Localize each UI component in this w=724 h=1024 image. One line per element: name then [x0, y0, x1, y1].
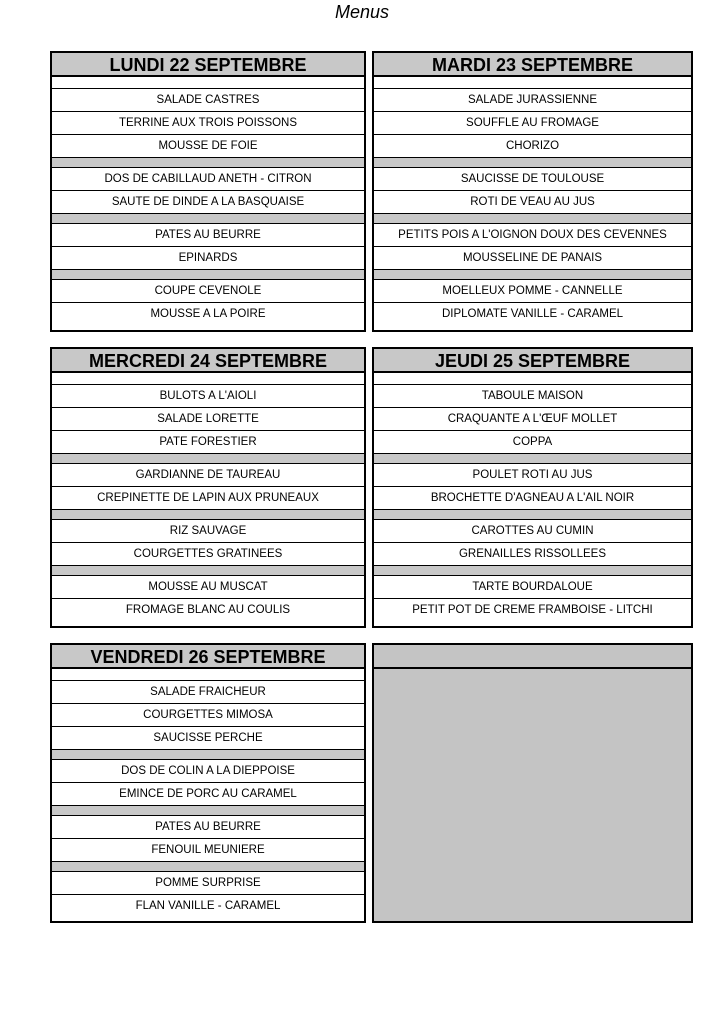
- menu-item: MOELLEUX POMME - CANNELLE: [374, 280, 691, 303]
- menu-item: COUPE CEVENOLE: [52, 280, 364, 303]
- menu-item: SALADE LORETTE: [52, 408, 364, 431]
- empty-box-header: [374, 645, 691, 669]
- menu-item: PETIT POT DE CREME FRAMBOISE - LITCHI: [412, 604, 653, 616]
- menu-item: PETITS POIS A L'OIGNON DOUX DES CEVENNES: [374, 224, 691, 247]
- menu-item: EPINARDS: [52, 247, 364, 270]
- course-separator: [374, 214, 691, 224]
- course-separator: [52, 510, 364, 520]
- menu-item: SOUFFLE AU FROMAGE: [374, 112, 691, 135]
- menu-item: SALADE CASTRES: [52, 89, 364, 112]
- menu-box-day: [50, 347, 366, 628]
- course-separator: [52, 566, 364, 576]
- menu-item: POULET ROTI AU JUS: [374, 464, 691, 487]
- course-separator: [374, 270, 691, 280]
- menu-item: BROCHETTE D'AGNEAU A L'AIL NOIR: [374, 487, 691, 510]
- course-separator: [52, 862, 364, 872]
- menu-item: RIZ SAUVAGE: [52, 520, 364, 543]
- day-header: VENDREDI 26 SEPTEMBRE: [52, 645, 364, 669]
- course-separator: [374, 510, 691, 520]
- page-title: Menus: [334, 2, 390, 22]
- menu-item: CREPINETTE DE LAPIN AUX PRUNEAUX: [52, 487, 364, 510]
- menu-item: ROTI DE VEAU AU JUS: [374, 191, 691, 214]
- menu-item: COURGETTES GRATINEES: [52, 543, 364, 566]
- course-separator: [52, 270, 364, 280]
- menu-item: BULOTS A L'AIOLI: [52, 385, 364, 408]
- blank-row: [374, 77, 691, 89]
- blank-row: [52, 669, 364, 681]
- menu-item: SALADE JURASSIENNE: [374, 89, 691, 112]
- course-separator: [52, 158, 364, 168]
- menu-item: PATES AU BEURRE: [52, 816, 364, 839]
- menu-item: CRAQUANTE A L'ŒUF MOLLET: [374, 408, 691, 431]
- course-separator: [52, 806, 364, 816]
- blank-row: [52, 77, 364, 89]
- blank-row: [374, 373, 691, 385]
- menu-item: FENOUIL MEUNIERE: [52, 839, 364, 862]
- menu-item: COPPA: [374, 431, 691, 454]
- menu-item: SALADE FRAICHEUR: [52, 681, 364, 704]
- menu-item: EMINCE DE PORC AU CARAMEL: [52, 783, 364, 806]
- menu-item: FROMAGE BLANC AU COULIS: [125, 604, 291, 616]
- menu-item: SAUCISSE PERCHE: [52, 727, 364, 750]
- day-header: MERCREDI 24 SEPTEMBRE: [52, 349, 364, 373]
- menu-box-day: [372, 51, 693, 332]
- empty-menu-box: [372, 643, 693, 923]
- menu-item: POMME SURPRISE: [52, 872, 364, 895]
- menu-item: SAUTE DE DINDE A LA BASQUAISE: [52, 191, 364, 214]
- menu-item: GRENAILLES RISSOLLEES: [374, 543, 691, 566]
- menu-item: COURGETTES MIMOSA: [52, 704, 364, 727]
- menu-box-day: [372, 347, 693, 628]
- course-separator: [52, 750, 364, 760]
- menu-item: CHORIZO: [374, 135, 691, 158]
- menu-item: PATE FORESTIER: [52, 431, 364, 454]
- menu-item: DOS DE COLIN A LA DIEPPOISE: [52, 760, 364, 783]
- menu-item: MOUSSE A LA POIRE: [150, 308, 266, 320]
- blank-row: [52, 373, 364, 385]
- course-separator: [374, 158, 691, 168]
- menu-item: MOUSSELINE DE PANAIS: [374, 247, 691, 270]
- menu-item: DOS DE CABILLAUD ANETH - CITRON: [52, 168, 364, 191]
- menu-item: FLAN VANILLE - CARAMEL: [135, 900, 281, 912]
- day-header: JEUDI 25 SEPTEMBRE: [374, 349, 691, 373]
- menu-item: GARDIANNE DE TAUREAU: [52, 464, 364, 487]
- menu-item: MOUSSE AU MUSCAT: [52, 576, 364, 599]
- menu-item: TABOULE MAISON: [374, 385, 691, 408]
- course-separator: [52, 454, 364, 464]
- menu-item: SAUCISSE DE TOULOUSE: [374, 168, 691, 191]
- menu-item: PATES AU BEURRE: [52, 224, 364, 247]
- course-separator: [374, 566, 691, 576]
- day-header: LUNDI 22 SEPTEMBRE: [52, 53, 364, 77]
- menu-item: TERRINE AUX TROIS POISSONS: [52, 112, 364, 135]
- course-separator: [52, 214, 364, 224]
- menu-box-day: [50, 51, 366, 332]
- menu-item: DIPLOMATE VANILLE - CARAMEL: [441, 308, 624, 320]
- menu-item: CAROTTES AU CUMIN: [374, 520, 691, 543]
- day-header: MARDI 23 SEPTEMBRE: [374, 53, 691, 77]
- course-separator: [374, 454, 691, 464]
- menu-item: MOUSSE DE FOIE: [52, 135, 364, 158]
- menu-box-day: [50, 643, 366, 923]
- menu-item: TARTE BOURDALOUE: [374, 576, 691, 599]
